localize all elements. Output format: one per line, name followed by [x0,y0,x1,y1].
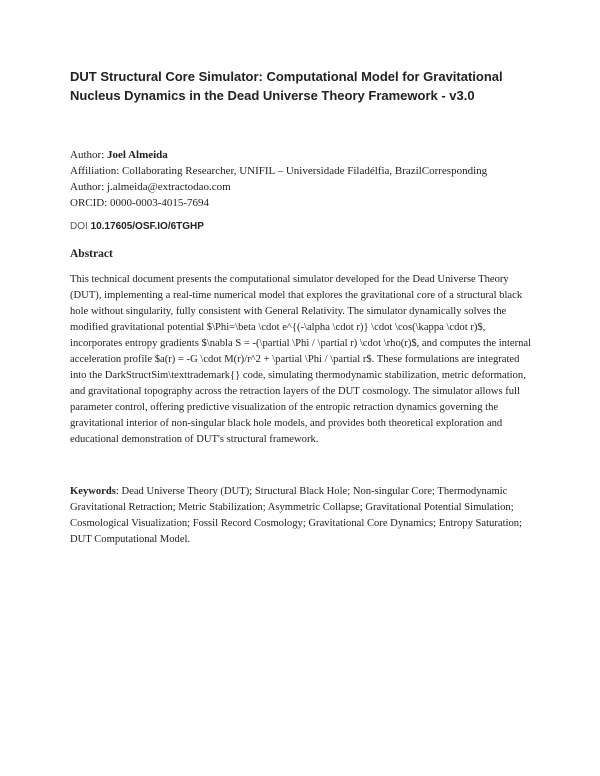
paper-title: DUT Structural Core Simulator: Computational Model for Gravitational Nucleus Dynamics in the Dead Universe Theory Framework - v3.0 [70,69,503,103]
keywords-paragraph [70,484,532,548]
abstract-heading: Abstract [70,248,113,260]
author-line [70,147,540,163]
abstract-body: This technical document presents the computational simulator developed for the Dead Universe Theory (DUT), implementing a real-time numerical model that explores the gravitational core of a structural black hole without singularity, fully consistent with General Relativity. The simulator dynamically solves the modified gravitational potential $\Phi=\beta \cdot e^{(-\alpha \cdot r)} \cdot \cos(\kappa \cdot r)$, incorporates entropy gradients $\nabla S = -(\partial \Phi / \partial r) \cdot \rho(r)$, and computes the internal acceleration profile $a(r) = -G \cdot M(r)/r^2 + \partial \Phi / \partial r$. These formulations are integrated into the DarkStructSim\texttrademark{} code, simulating thermodynamic stabilization, metric deformation, and gravitational topography across the retraction layers of the DUT cosmology. The simulator allows full parameter control, offering predictive visualization of the entropic retraction dynamics governing the gravitational interior of non-singular black hole models, and provides both theoretical exploration and educational demonstration of DUT's structural framework. [70,274,532,445]
author-name: Joel Almeida [106,149,168,161]
doi-link[interactable]: 10.17605/OSF.IO/6TGHP [90,221,204,232]
email-line: Author: j.almeida@extractodao.com [70,181,231,193]
doi-label: DOI [70,221,91,232]
doi-line [70,221,204,232]
keywords-text: : Dead Universe Theory (DUT); Structural Black Hole; Non-singular Core; Thermodynamic Gravitational Retraction; Metric Stabilization; Asymmetric Collapse; Gravitational Potential Simulation; Cosmological Visualization; Fossil Record Cosmology; Gravitational Core Dynamics; Entropy Saturation; DUT Computational Model. [70,486,522,545]
affiliation-line: Affiliation: Collaborating Researcher, UNIFIL – Universidade Filadélfia, BrazilCorresponding [70,165,488,177]
author-label: Author: [70,149,107,161]
keywords-label: Keywords [70,486,116,497]
orcid-line: ORCID: 0000-0003-4015-7694 [70,197,210,209]
